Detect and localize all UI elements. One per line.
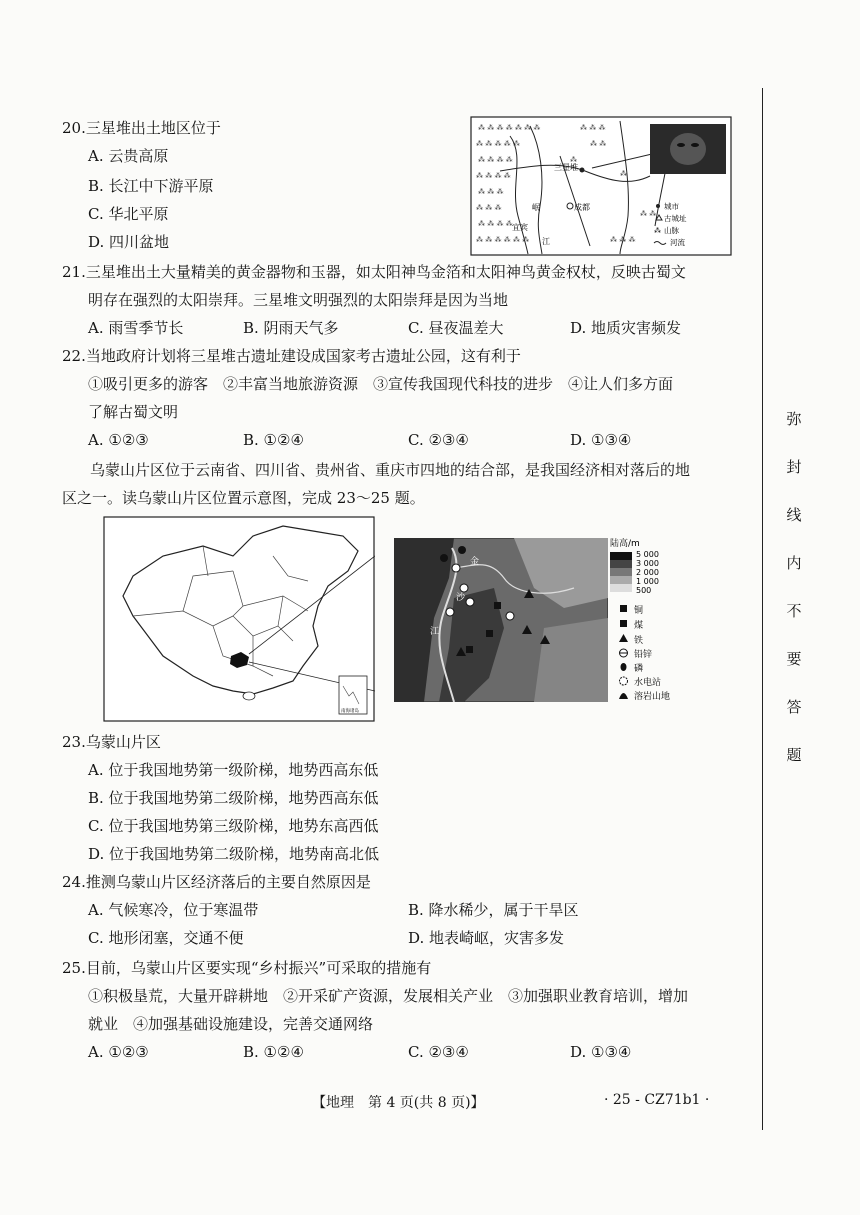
svg-text:⁂ ⁂ ⁂: ⁂ ⁂ ⁂ (478, 188, 504, 196)
iron-icon (619, 634, 628, 642)
q20-option-d: D. 四川盆地 (88, 233, 170, 251)
q25-option-c: C. ②③④ (408, 1043, 469, 1061)
elevation-1000: 1 000 (636, 577, 659, 586)
sichuan-map-svg (470, 116, 732, 256)
sichuan-map (470, 116, 732, 256)
coal-marker-icon (494, 602, 501, 609)
question-20-stem: 20.三星堆出土地区位于 (62, 119, 221, 137)
seal-char: 题 (786, 746, 802, 764)
legend-mountain: 山脉 (664, 226, 679, 235)
question-21-stem-1: 21.三星堆出土大量精美的黄金器物和玉器，如太阳神鸟金箔和太阳神鸟黄金权杖，反映古蜀文 (62, 263, 686, 281)
label-min: 岷 (532, 203, 540, 212)
phosphate-marker-icon (458, 546, 466, 554)
legend-iron: 铁 (634, 636, 644, 646)
seal-text (782, 408, 806, 792)
phosphate-icon (621, 663, 627, 671)
hydropower-marker-icon (466, 598, 474, 606)
legend-city: 城市 (664, 202, 679, 211)
hydropower-marker-icon (452, 564, 460, 572)
question-25-stem: 25.目前，乌蒙山片区要实现“乡村振兴”可采取的措施有 (62, 959, 432, 977)
mountain-legend-icon: ⁂ (654, 227, 661, 235)
phosphate-marker-icon (440, 554, 448, 562)
q25-items-1: ①积极垦荒，大量开辟耕地 ②开采矿产资源，发展相关产业 ③加强职业教育培训，增加 (88, 987, 689, 1005)
page-footer: 【地理 第 4 页(共 8 页)】 (312, 1095, 485, 1111)
q25-option-a: A. ①②③ (88, 1043, 149, 1061)
question-21-stem-2: 明存在强烈的太阳崇拜。三星堆文明强烈的太阳崇拜是因为当地 (88, 291, 509, 309)
svg-text:⁂ ⁂ ⁂ ⁂ ⁂: ⁂ ⁂ ⁂ ⁂ ⁂ (476, 140, 520, 148)
binding-line (762, 88, 763, 1130)
china-map-svg (103, 516, 375, 722)
elevation-swatch-2 (610, 560, 632, 568)
q23-option-a: A. 位于我国地势第一级阶梯，地势西高东低 (88, 761, 379, 779)
label-chengdu: 成都 (574, 203, 590, 212)
seal-char: 不 (786, 602, 802, 620)
q25-items-2: 就业 ④加强基础设施建设，完善交通网络 (88, 1015, 374, 1033)
river-char-jin: 金 (470, 557, 480, 567)
elevation-swatch-4 (610, 576, 632, 584)
svg-text:⁂ ⁂: ⁂ ⁂ (640, 210, 657, 218)
svg-text:⁂ ⁂ ⁂ ⁂ ⁂ ⁂ ⁂: ⁂ ⁂ ⁂ ⁂ ⁂ ⁂ ⁂ (478, 124, 541, 132)
label-jiang: 江 (542, 237, 550, 246)
legend-river: 河流 (670, 238, 685, 247)
coal-icon (620, 620, 627, 627)
legend-coal: 煤 (634, 621, 644, 631)
svg-text:⁂: ⁂ (570, 156, 577, 164)
q22-option-d: D. ①③④ (570, 431, 632, 449)
wumeng-legend (608, 536, 688, 706)
river-char-sha: 沙 (456, 593, 466, 603)
legend-phosphate: 磷 (634, 664, 644, 674)
svg-text:⁂ ⁂ ⁂: ⁂ ⁂ ⁂ (476, 204, 502, 212)
q22-option-b: B. ①②④ (243, 431, 304, 449)
svg-text:⁂: ⁂ (620, 170, 627, 178)
label-yibin: 宜宾 (512, 223, 528, 232)
intro-line-1: 乌蒙山片区位于云南省、四川省、贵州省、重庆市四地的结合部，是我国经济相对落后的地 (90, 461, 691, 479)
q21-option-c: C. 昼夜温差大 (408, 319, 504, 337)
hydropower-icon (620, 677, 628, 685)
elevation-3000: 3 000 (636, 559, 659, 568)
elevation-swatch-5 (610, 584, 632, 592)
river-char-jiang: 江 (430, 627, 440, 637)
q23-option-d: D. 位于我国地势第二级阶梯，地势南高北低 (88, 845, 380, 863)
seal-char: 封 (786, 458, 802, 476)
q23-option-b: B. 位于我国地势第二级阶梯，地势西高东低 (88, 789, 379, 807)
hainan-island (243, 692, 255, 700)
q22-items-1: ①吸引更多的游客 ②丰富当地旅游资源 ③宣传我国现代科技的进步 ④让人们多方面 (88, 375, 674, 393)
hydropower-marker-icon (446, 608, 454, 616)
q24-option-b: B. 降水稀少，属于干旱区 (408, 901, 579, 919)
label-sanxingdui: 三星堆 (554, 163, 578, 172)
karst-icon (619, 693, 628, 699)
wumeng-detail-svg (394, 538, 608, 702)
svg-text:⁂ ⁂: ⁂ ⁂ (590, 140, 607, 148)
q22-option-a: A. ①②③ (88, 431, 149, 449)
legend-lead-zinc: 铅锌 (634, 650, 653, 660)
elevation-2000: 2 000 (636, 568, 659, 577)
seal-char: 线 (786, 506, 802, 524)
seal-char: 要 (786, 650, 802, 668)
legend-karst: 溶岩山地 (634, 692, 671, 702)
legend-elevation-title: 陆高/m (610, 539, 640, 549)
copper-icon (620, 605, 627, 612)
q20-option-a: A. 云贵高原 (88, 147, 169, 165)
q23-option-c: C. 位于我国地势第三级阶梯，地势东高西低 (88, 817, 379, 835)
q24-option-d: D. 地表崎岖，灾害多发 (408, 929, 565, 947)
q21-option-d: D. 地质灾害频发 (570, 319, 682, 337)
legend-hydropower: 水电站 (634, 678, 662, 688)
seal-char: 答 (786, 698, 802, 716)
city-legend-icon (656, 204, 660, 208)
legend-copper: 铜 (634, 606, 644, 616)
sanxingdui-site-icon (580, 168, 585, 173)
lead-zinc-marker-icon (506, 612, 514, 620)
intro-line-2: 区之一。读乌蒙山片区位置示意图，完成 23～25 题。 (62, 489, 425, 507)
question-22-stem: 22.当地政府计划将三星堆古遗址建设成国家考古遗址公园，这有利于 (62, 347, 521, 365)
q25-option-b: B. ①②④ (243, 1043, 304, 1061)
svg-text:⁂ ⁂ ⁂ ⁂: ⁂ ⁂ ⁂ ⁂ (478, 156, 513, 164)
elevation-5000: 5 000 (636, 550, 659, 559)
wumeng-legend-svg (608, 536, 688, 706)
seal-char: 弥 (786, 410, 802, 428)
elevation-swatch-1 (610, 552, 632, 560)
svg-text:⁂ ⁂ ⁂ ⁂: ⁂ ⁂ ⁂ ⁂ (478, 220, 513, 228)
elevation-500: 500 (636, 586, 652, 595)
inset-label: 南海诸岛 (341, 709, 359, 714)
q24-option-a: A. 气候寒冷，位于寒温带 (88, 901, 259, 919)
question-24-stem: 24.推测乌蒙山片区经济落后的主要自然原因是 (62, 873, 371, 891)
q25-option-d: D. ①③④ (570, 1043, 632, 1061)
mask-face (670, 133, 706, 165)
seal-char: 内 (786, 554, 802, 572)
paper-code: · 25 - CZ71b1 · (604, 1092, 710, 1108)
q20-option-b: B. 长江中下游平原 (88, 177, 214, 195)
q22-option-c: C. ②③④ (408, 431, 469, 449)
elevation-swatch-3 (610, 568, 632, 576)
wumeng-detail-map (394, 538, 608, 702)
coal-marker-icon (486, 630, 493, 637)
svg-text:⁂ ⁂ ⁂: ⁂ ⁂ ⁂ (580, 124, 606, 132)
q24-option-c: C. 地形闭塞，交通不便 (88, 929, 244, 947)
legend-ancient-city: 古城址 (664, 214, 687, 223)
q22-items-2: 了解古蜀文明 (88, 403, 179, 421)
question-23-stem: 23.乌蒙山片区 (62, 733, 161, 751)
hydropower-marker-icon (460, 584, 468, 592)
coal-marker-icon (466, 646, 473, 653)
svg-text:⁂ ⁂ ⁂ ⁂: ⁂ ⁂ ⁂ ⁂ (476, 172, 511, 180)
chengdu-city-icon (567, 203, 573, 209)
q21-option-b: B. 阴雨天气多 (243, 319, 339, 337)
china-map (103, 516, 375, 722)
svg-text:⁂ ⁂ ⁂: ⁂ ⁂ ⁂ (610, 236, 636, 244)
svg-text:⁂ ⁂ ⁂ ⁂ ⁂ ⁂: ⁂ ⁂ ⁂ ⁂ ⁂ ⁂ (476, 236, 530, 244)
q20-option-c: C. 华北平原 (88, 205, 169, 223)
q21-option-a: A. 雨雪季节长 (88, 319, 184, 337)
